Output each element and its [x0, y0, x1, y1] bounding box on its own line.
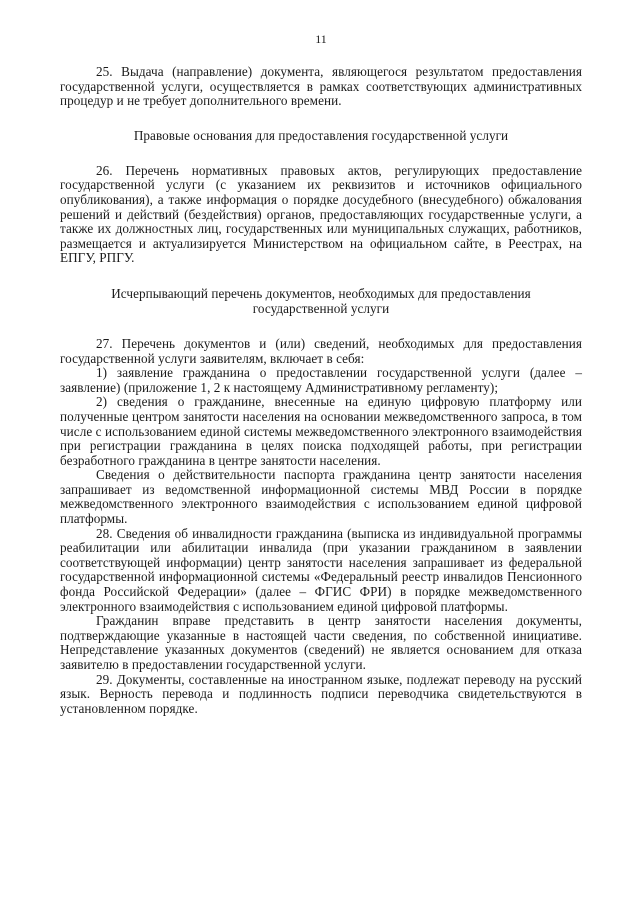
section-heading-legal-basis: Правовые основания для предоставления государственной услуги	[133, 127, 509, 143]
paragraph-28: 28. Сведения об инвалидности гражданина (выписка из индивидуальной программы реабилитации или абилитации инвалида (при указании гражданином в заявлении соответствующей информации) центр занятости населения запрашивает из федеральной государственной информационной системы «Федеральный реестр инвалидов Пенсионного фонда Российской Федерации» (далее – ФГИС ФРИ) в порядке межведомственного электронного взаимодействия с использованием единой цифровой платформы.	[60, 525, 582, 614]
document-page	[60, 32, 582, 716]
list-item-27-2: 2) сведения о гражданине, внесенные на единую цифровую платформу или полученные центром занятости населения на основании межведомственного запроса, в том числе с использованием единой системы межведомственного электронного взаимодействия при регистрации гражданина в целях поиска подходящей работы, при регистрации безработного гражданина в центре занятости населения.	[60, 394, 582, 468]
paragraph-27: 27. Перечень документов и (или) сведений, необходимых для предоставления государственной услуги заявителям, включает в себя:	[60, 335, 582, 366]
paragraph-26: 26. Перечень нормативных правовых актов, регулирующих предоставление государственной услуги (с указанием их реквизитов и источников официального опубликования), а также информация о порядке досудебного (внесудебного) обжалования решений и действий (бездействия) органов, предоставляющих государственные услуги, а также их должностных лиц, государственных или муниципальных служащих, работников, размещается и актуализируется Министерством на официальном сайте, в Реестрах, на ЕПГУ, РПГУ.	[60, 162, 582, 266]
paragraph-passport-info: Сведения о действительности паспорта гражданина центр занятости населения запрашивает из ведомственной информационной системы МВД России в порядке межведомственного электронного взаимодействия с использованием единой цифровой платформы.	[60, 467, 582, 527]
paragraph-29: 29. Документы, составленные на иностранном языке, подлежат переводу на русский язык. Верность перевода и подлинность подписи переводчика свидетельствуются в установленном порядке.	[60, 671, 582, 716]
paragraph-citizen-right: Гражданин вправе представить в центр занятости населения документы, подтверждающие указанные в настоящей части сведения, по собственной инициативе. Непредставление указанных документов (сведений) не является основанием для отказа заявителю в предоставлении государственной услуги.	[60, 613, 582, 672]
paragraph-25: 25. Выдача (направление) документа, являющегося результатом предоставления государственной услуги, осуществляется в рамках соответствующих административных процедур и не требует дополнительного времени.	[60, 64, 582, 109]
page-number: 11	[315, 32, 327, 46]
list-item-27-1: 1) заявление гражданина о предоставлении государственной услуги (далее – заявление) (приложение 1, 2 к настоящему Административному регламенту);	[60, 365, 582, 395]
section-heading-documents-list: Исчерпывающий перечень документов, необходимых для предоставления государственной услуги	[111, 285, 531, 316]
